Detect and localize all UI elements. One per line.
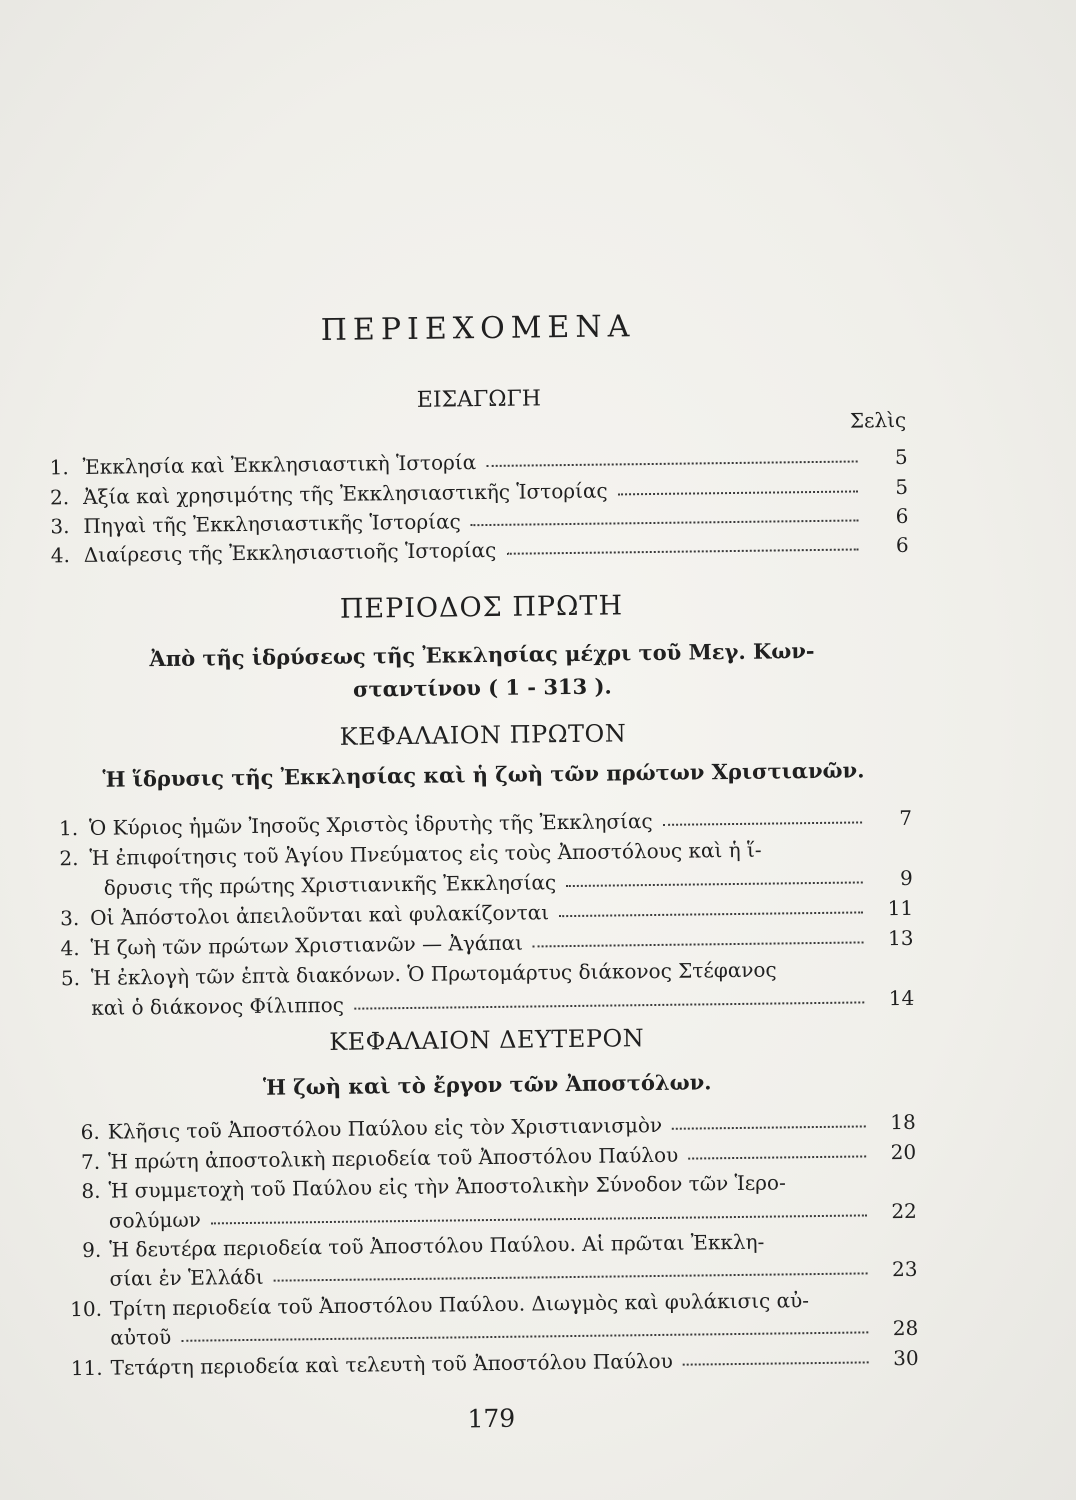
- dot-leader: [618, 490, 858, 495]
- period-subtitle-line: Ἀπὸ τῆς ἱδρύσεως τῆς Ἐκκλησίας μέχρι τοῦ Μεγ. Κων-: [149, 638, 815, 672]
- dot-leader: [566, 881, 863, 887]
- entry-title: Ἡ ἐπιφοίτησις τοῦ Ἁγίου Πνεύματος εἰς τοὺς Ἀποστόλους καὶ ἡ ἵ-: [89, 837, 762, 870]
- entry-number: 9.: [82, 1237, 102, 1262]
- entry-title-continuation: σίαι ἐν Ἑλλάδι: [109, 1265, 264, 1292]
- entry-number: 4.: [50, 543, 70, 568]
- entry-title: Ἡ συμμετοχὴ τοῦ Παύλου εἰς τὴν Ἀποστολικὴν Σύνοδον τῶν Ἱερο-: [108, 1170, 786, 1203]
- chapter-2-entries: [58, 1105, 919, 1380]
- entry-title: Πηγαὶ τῆς Ἐκκλησιαστικῆς Ἱστορίας: [83, 509, 461, 538]
- entry-number: 3.: [60, 906, 80, 931]
- dot-leader: [688, 1155, 866, 1159]
- chapter-heading: ΚΕΦΑΛΑΙΟΝ ΔΕΥΤΕΡΟΝ: [329, 1024, 645, 1056]
- dot-leader: [486, 461, 857, 468]
- period-heading: ΠΕΡΙΟΔΟΣ ΠΡΩΤΗ: [339, 590, 624, 625]
- introduction-entries: [49, 440, 908, 568]
- introduction-heading: ΕΙΣΑΓΩΓΗ: [416, 386, 542, 413]
- entry-number: 8.: [81, 1178, 101, 1204]
- entry-title: Διαίρεσις τῆς Ἐκκλησιαστιοῆς Ἱστορίας: [83, 538, 497, 568]
- entry-title: Οἱ Ἀπόστολοι ἀπειλοῦνται καὶ φυλακίζονται: [90, 900, 550, 930]
- entry-page-number: 20: [890, 1139, 917, 1164]
- entry-page-number: 9: [899, 865, 913, 890]
- entry-page-number: 28: [892, 1315, 919, 1341]
- dot-leader: [683, 1361, 869, 1365]
- entry-page-number: 30: [893, 1345, 919, 1370]
- dot-leader: [559, 911, 863, 917]
- dot-leader: [506, 549, 858, 555]
- dot-leader: [471, 519, 859, 526]
- entry-number: 2.: [59, 846, 79, 871]
- entry-title: Τρίτη περιοδεία τοῦ Ἀποστόλου Παύλου. Διωγμὸς καὶ φυλάκισις αὐ-: [109, 1287, 810, 1321]
- chapter-subtitle: Ἡ ζωὴ καὶ τὸ ἔργον τῶν Ἀποστόλων.: [262, 1069, 712, 1100]
- entry-title-continuation: αὐτοῦ: [110, 1325, 172, 1350]
- entry-page-number: 11: [887, 895, 914, 921]
- dot-leader: [274, 1273, 868, 1282]
- entry-number: 5.: [60, 966, 81, 991]
- chapter-heading: ΚΕΦΑΛΑΙΟΝ ΠΡΩΤΟΝ: [339, 719, 627, 751]
- entry-title-continuation: καὶ ὁ διάκονος Φίλιππος: [91, 992, 344, 1020]
- entry-title: Ἀξία καὶ χρησιμότης τῆς Ἐκκλησιαστικῆς Ἱστορίας: [82, 478, 608, 509]
- entry-page-number: 14: [888, 985, 915, 1011]
- entry-title: Ἡ δευτέρα περιοδεία τοῦ Ἀποστόλου Παύλου. Αἱ πρῶται Ἐκκλη-: [109, 1229, 765, 1262]
- period-subtitle-line: σταντίνου ( 1 - 313 ).: [352, 673, 612, 702]
- entry-page-number: 5: [895, 474, 909, 499]
- dot-leader: [663, 821, 862, 825]
- entry-number: 3.: [50, 514, 70, 539]
- chapter-1-entries: [54, 800, 915, 1020]
- entry-title: Ἡ πρώτη ἀποστολικὴ περιοδεία τοῦ Ἀποστόλου Παύλου: [108, 1142, 679, 1174]
- entry-title: Ὁ Κύριος ἡμῶν Ἰησοῦς Χριστὸς ἱδρυτὴς τῆς Ἐκκλησίας: [88, 809, 653, 840]
- entry-number: 2.: [49, 484, 70, 509]
- dot-leader: [672, 1126, 866, 1130]
- entry-number: 1.: [49, 455, 69, 480]
- entry-title: Ἡ ἐκλογὴ τῶν ἑπτὰ διακόνων. Ὁ Πρωτομάρτυς διάκονος Στέφανος: [90, 957, 777, 990]
- page-column-label: Σελὶς: [849, 407, 907, 433]
- page-title: ΠΕΡΙΕΧΟΜΕΝΑ: [320, 309, 636, 349]
- entry-page-number: 6: [895, 533, 909, 558]
- period-subtitle: [52, 633, 913, 710]
- entry-title-continuation: σολύμων: [108, 1207, 202, 1233]
- entry-number: 10.: [70, 1296, 103, 1321]
- entry-number: 6.: [80, 1120, 100, 1145]
- entry-page-number: 5: [894, 445, 908, 470]
- dot-leader: [211, 1214, 867, 1224]
- entry-page-number: 23: [891, 1257, 918, 1282]
- dot-leader: [533, 941, 864, 947]
- entry-page-number: 18: [890, 1110, 916, 1135]
- entry-page-number: 22: [891, 1198, 917, 1223]
- entry-page-number: 13: [887, 925, 914, 951]
- chapter-subtitle: Ἡ ἵδρυσις τῆς Ἐκκλησίας καὶ ἡ ζωὴ τῶν πρώτων Χριστιανῶν.: [102, 757, 865, 792]
- entry-number: 7.: [80, 1149, 101, 1174]
- dot-leader: [181, 1332, 868, 1342]
- entry-page-number: 7: [899, 805, 913, 830]
- dot-leader: [354, 1001, 864, 1009]
- entry-title: Ἐκκλησία καὶ Ἐκκλησιαστικὴ Ἱστορία: [82, 450, 477, 480]
- entry-number: 1.: [58, 816, 79, 841]
- entry-number: 4.: [60, 936, 80, 961]
- entry-title: Τετάρτη περιοδεία καὶ τελευτὴ τοῦ Ἀποστόλου Παύλου: [110, 1348, 673, 1380]
- entry-number: 11.: [70, 1355, 103, 1380]
- entry-title: Κλῆσις τοῦ Ἀποστόλου Παύλου εἰς τὸν Χριστιανισμὸν: [107, 1113, 663, 1145]
- entry-title-continuation: δρυσις τῆς πρώτης Χριστιανικῆς Ἐκκλησίας: [103, 870, 557, 900]
- entry-page-number: 6: [895, 503, 909, 528]
- entry-title: Ἡ ζωὴ τῶν πρώτων Χριστιανῶν — Ἀγάπαι: [90, 930, 523, 960]
- page-number: 179: [467, 1403, 516, 1434]
